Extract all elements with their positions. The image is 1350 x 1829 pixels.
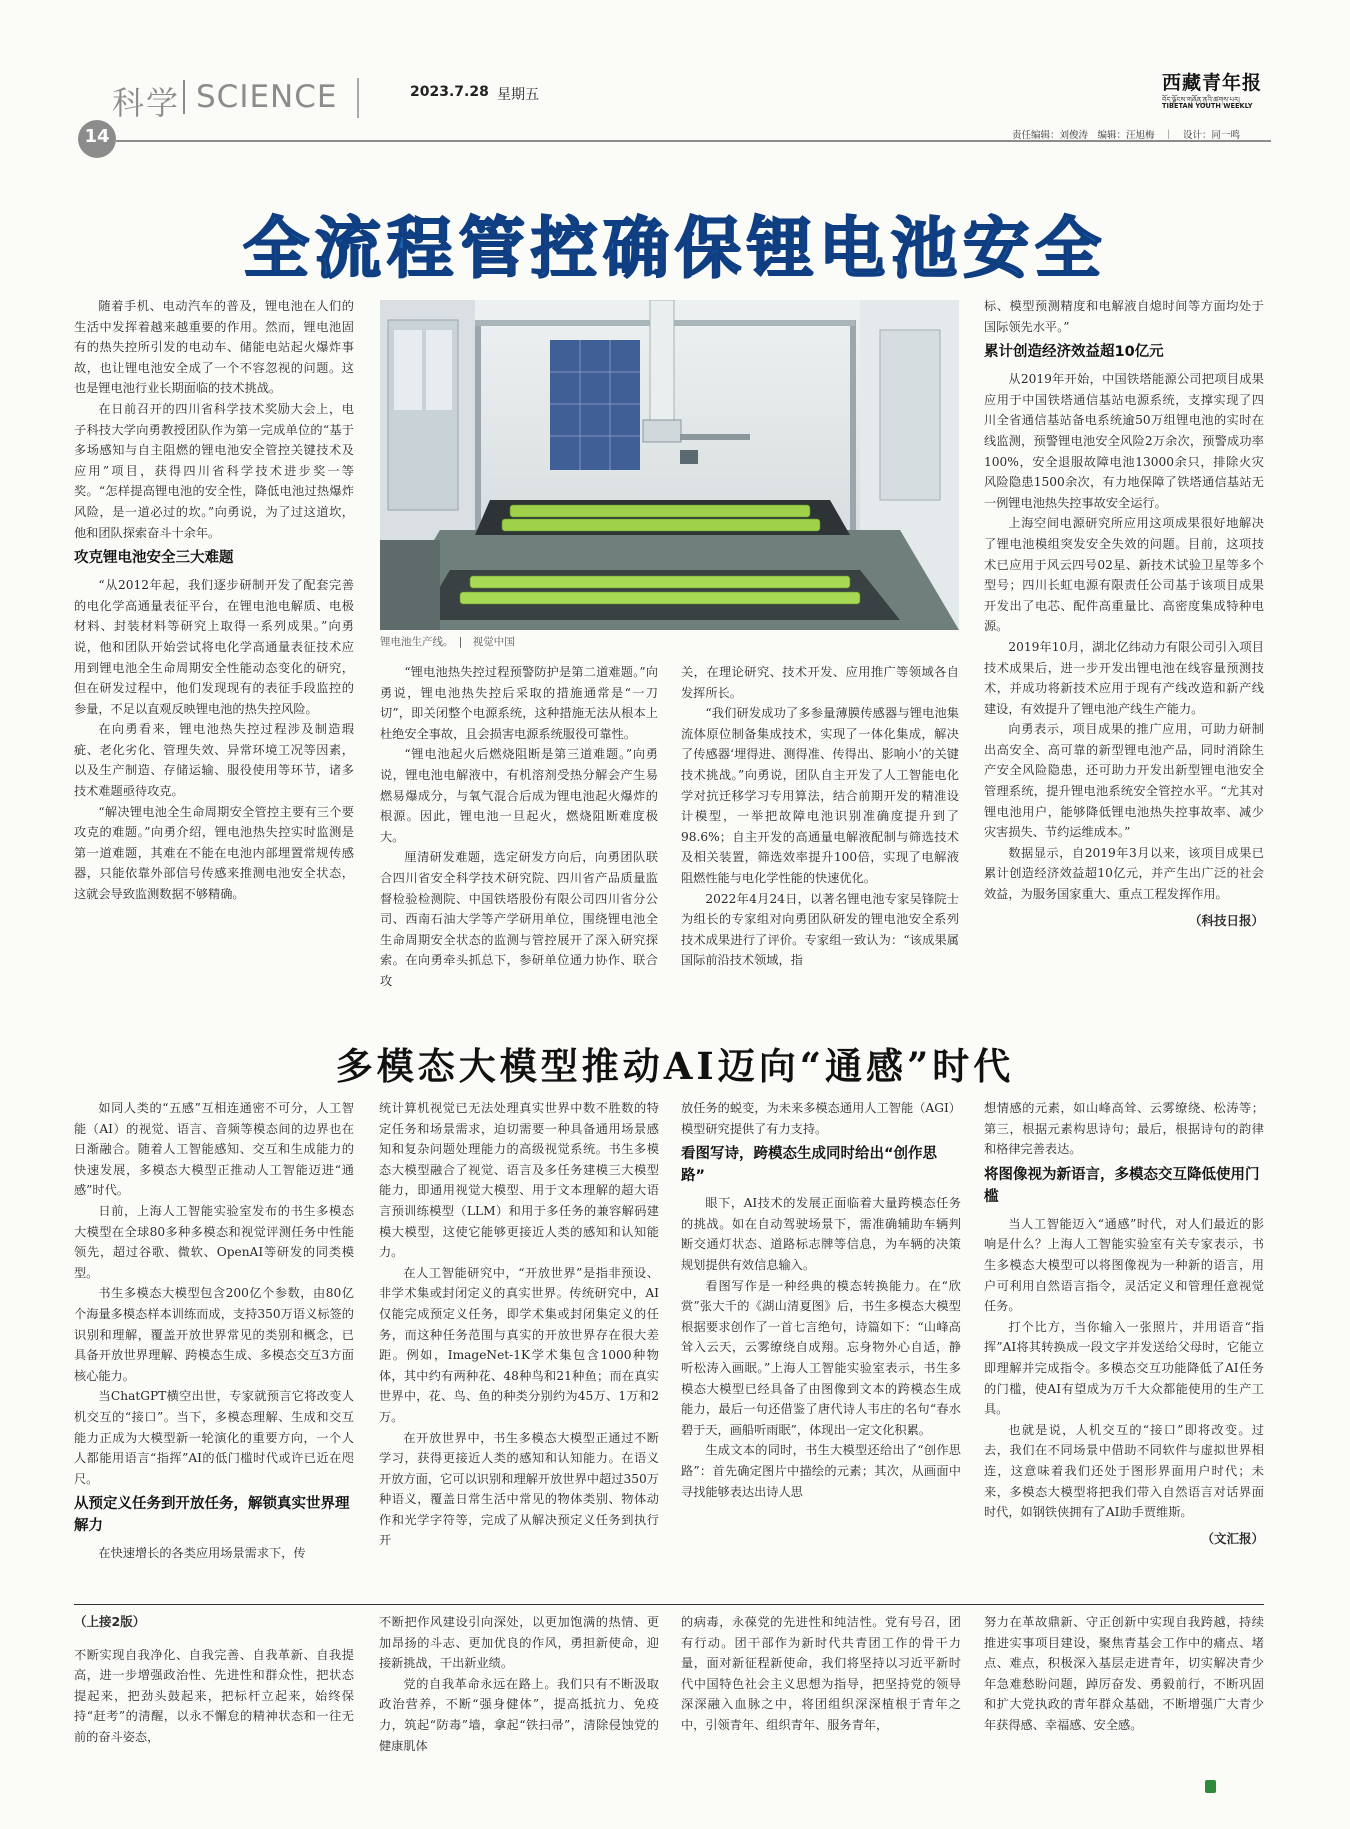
paragraph: 关，在理论研究、技术开发、应用推广等领域各自发挥所长。 <box>681 665 959 700</box>
paragraph: 党的自我革命永远在路上。我们只有不断汲取政治营养，不断“强身健体”，提高抵抗力、免疫力，筑起“防毒”墙，拿起“铁扫帚”，清除侵蚀党的健康肌体 <box>379 1676 659 1753</box>
article2-column-4 <box>984 1098 1264 1596</box>
paragraph: “解决锂电池全生命周期安全管控主要有三个要攻克的难题。”向勇介绍，锂电池热失控实时监测是第一道难题，其难在不能在电池内部埋置常规传感器，只能依靠外部信号传感来推测电池安全状态，这就会导致监测数据不够精确。 <box>74 804 354 902</box>
paragraph: 厘清研发难题，选定研发方向后，向勇团队联合四川省安全科学技术研究院、四川省产品质量监督检验检测院、中国铁塔股份有限公司四川省分公司、西南石油大学等产学研用单位，围绕锂电池全生命周期安全状态的监测与管控展开了深入研究探索。在向勇牵头抓总下，参研单位通力协作、联合攻 <box>380 850 658 988</box>
paragraph: 打个比方，当你输入一张照片，并用语音“指挥”AI将其转换成一段文字并发送给父母时，它能立即理解并完成指令。多模态交互功能降低了AI任务的门槛，使AI有望成为万千大众都能使用的生产工具。 <box>984 1319 1264 1417</box>
paragraph: 当ChatGPT横空出世，专家就预言它将改变人机交互的“接口”。当下，多模态理解、生成和交互能力正成为大模型新一轮演化的重要方向，一个人人都能用语言“指挥”AI的低门槛时代或许已近在咫尺。 <box>74 1389 354 1486</box>
page-header <box>0 0 1350 150</box>
paragraph: 在日前召开的四川省科学技术奖励大会上，电子科技大学向勇教授团队作为第一完成单位的“基于多场感知与自主阻燃的锂电池安全管控关键技术及应用”项目，获得四川省科学技术进步奖一等奖。“怎样提高锂电池的安全性，降低电池过热爆炸风险，是一道必过的坎。”向勇说，为了过这道坎，他和团队探索奋斗十余年。 <box>74 401 354 540</box>
section-rule <box>74 1604 1264 1605</box>
paragraph: 眼下，AI技术的发展正面临着大量跨模态任务的挑战。如在自动驾驶场景下，需准确辅助车辆判断交通灯状态、道路标志牌等信息，为车辆的决策规划提供有效信息输入。 <box>681 1196 961 1272</box>
article2-column-3 <box>681 1098 961 1590</box>
paragraph: “从2012年起，我们逐步研制开发了配套完善的电化学高通量表征平台，在锂电池电解质、电极材料、封装材料等研究上取得一系列成果。”向勇说，他和团队开始尝试将电化学高通量表征技术应用到锂电池全生命周期安全性能动态变化的研究，但在研发过程中，他们发现现有的表征手段监控的参量，不足以直观反映锂电池的热失控风险。 <box>74 578 354 716</box>
end-mark-icon <box>1205 1780 1216 1793</box>
paragraph: 书生多模态大模型包含200亿个参数，由80亿个海量多模态样本训练而成，支持350万语义标签的识别和理解，覆盖开放世界常见的类别和概念，已具备开放世界理解、跨模态生成、多模态交互3方面核心能力。 <box>74 1286 354 1383</box>
article3-column-2 <box>379 1612 659 1812</box>
article3-column-3 <box>681 1612 961 1812</box>
paragraph: 随着手机、电动汽车的普及，锂电池在人们的生活中发挥着越来越重要的作用。然而，锂电池固有的热失控所引发的电动车、储能电站起火爆炸事故，也让锂电池安全成了一个不容忽视的问题。这也是锂电池行业长期面临的技术挑战。 <box>74 299 354 396</box>
issue-weekday: 星期五 <box>497 87 539 103</box>
paragraph: “锂电池起火后燃烧阻断是第三道难题。”向勇说，锂电池电解液中，有机溶剂受热分解会产生易燃易爆成分，与氧气混合后成为锂电池起火爆炸的根源。因此，锂电池一旦起火，燃烧阻断难度极大。 <box>380 747 658 844</box>
issue-date: 2023.7.28 <box>410 84 489 100</box>
subheading: 将图像视为新语言，多模态交互降低使用门槛 <box>984 1166 1260 1205</box>
paragraph: 2019年10月，湖北亿纬动力有限公司引入项目技术成果后，进一步开发出锂电池在线容量预测技术，并成功将新技术应用于现有产线改造和新产线建设，有效提升了锂电池产线生产能力。 <box>984 639 1264 716</box>
paper-name-tibetan: བོད་ལྗོངས་གཞོན་ནུའི་ཚགས་པར། <box>1162 96 1240 104</box>
paragraph: 不断把作风建设引向深处，以更加饱满的热情、更加昂扬的斗志、更加优良的作风，勇担新使命，迎接新挑战，干出新业绩。 <box>379 1615 659 1671</box>
paragraph: 上海空间电源研究所应用这项成果很好地解决了锂电池模组突发安全失效的问题。目前，这项技术已应用于风云四号02星、新技术试验卫星等多个型号；四川长虹电源有限责任公司基于该项目成果开发出了电芯、配件高重量比、高密度集成特种电源。 <box>984 516 1264 634</box>
source-credit: （科技日报） <box>1188 912 1264 928</box>
production-line-illustration <box>380 300 959 630</box>
article1-column-3 <box>681 662 959 1024</box>
continued-from-label: （上接2版） <box>74 1614 146 1629</box>
paragraph: 2022年4月24日，以著名锂电池专家吴锋院士为组长的专家组对向勇团队研发的锂电池安全系列技术成果进行了评价。专家组一致认为：“该成果属国际前沿技术领域，指 <box>681 891 959 968</box>
section-name-cn: 科学 <box>112 84 181 122</box>
article3-column-4 <box>984 1612 1264 1812</box>
source-credit: （文汇报） <box>1201 1530 1264 1546</box>
section-divider-right <box>357 78 359 118</box>
article1-column-1 <box>74 296 354 1024</box>
article2-title: 多模态大模型推动AI迈向“通感”时代 <box>335 1044 1015 1088</box>
paragraph: “锂电池热失控过程预警防护是第二道难题。”向勇说，锂电池热失控后采取的措施通常是“一刀切”，即关闭整个电源系统，这种措施无法从根本上杜绝安全事故，且会损害电源系统服役可靠性。 <box>380 665 658 741</box>
article2-column-2 <box>379 1098 659 1590</box>
paragraph: 统计算机视觉已无法处理真实世界中数不胜数的特定任务和场景需求，迫切需要一种具备通用场景感知和复杂问题处理能力的高级视觉系统。书生多模态大模型融合了视觉、语言及多任务建模三大模型能力，即通用视觉大模型、用于文本理解的超大语言预训练模型（LLM）和用于多任务的兼容解码建模大模型，这使它能够更接近人类的感知和认知能力。 <box>379 1101 659 1260</box>
paragraph: 当人工智能迈入“通感”时代，对人们最近的影响是什么？上海人工智能实验室有关专家表示，书生多模态大模型可以将图像视为一种新的语言，用户可利用自然语言指令，灵活定义和管理任意视觉任务。 <box>984 1216 1264 1314</box>
paragraph: 努力在革故鼎新、守正创新中实现自我跨越，持续推进实事项目建设，聚焦青基会工作中的痛点、堵点、难点，积极深入基层走进青年，切实解决青少年急难愁盼问题，踔厉奋发、勇毅前行，不断巩固和扩大党执政的青年群众基础，不断增强广大青少年获得感、幸福感、安全感。 <box>984 1615 1264 1732</box>
paragraph: 想情感的元素，如山峰高耸、云雾缭绕、松涛等；第三，根据元素构思诗句；最后，根据诗句的韵律和格律完善表达。 <box>984 1101 1264 1157</box>
paragraph: 如同人类的“五感”互相连通密不可分，人工智能（AI）的视觉、语言、音频等模态间的边界也在日渐融合。随着人工智能感知、交互和生成能力的快速发展，多模态大模型正推动人工智能迈进“通感”时代。 <box>74 1101 354 1198</box>
paragraph: 生成文本的同时，书生大模型还给出了“创作思路”：首先确定图片中描绘的元素；其次，从画面中寻找能够表达出诗人思 <box>681 1443 961 1499</box>
subheading: 从预定义任务到开放任务，解锁真实世界理解力 <box>74 1496 350 1535</box>
paragraph: 在开放世界中，书生多模态大模型正通过不断学习，获得更接近人类的感知和认知能力。在语义开放方面，它可以识别和理解开放世界中超过350万种语义，覆盖日常生活中常见的物体类别、物体动作和光学字符等，完成了从解决预定义任务到执行开 <box>379 1430 659 1548</box>
paragraph: “我们研发成功了多参量薄膜传感器与锂电池集流体原位制备集成技术，实现了一体化集成，解决了传感器‘埋得进、测得准、传得出、影响小’的关键技术挑战。”向勇说，团队自主开发了人工智能电化学对抗迁移学习专用算法，结合前期开发的精准设计模型，一举把故障电池识别准确度提升到了98.6%；自主开发的高通量电解液配制与筛选技术及相关装置，筛选效率提升100倍，实现了电解液阻燃性能与电化学性能的快速优化。 <box>681 706 959 885</box>
paragraph: 从2019年开始，中国铁塔能源公司把项目成果应用于中国铁塔通信基站电源系统，支撑实现了四川全省通信基站备电系统逾50万组锂电池的实时在线监测，预警锂电池安全风险2万余次，预警成功率100%，安全退服故障电池13000余只，排除火灾风险隐患1500余次，有力地保障了铁塔通信基站无一例锂电池热失控事故安全运行。 <box>984 372 1264 510</box>
battery-production-line-photo <box>380 300 959 630</box>
paragraph: 在人工智能研究中，“开放世界”是指非预设、非学术集或封闭定义的真实世界。传统研究中，AI仅能完成预定义任务，即学术集或封闭集定义的任务，而这种任务范围与真实的开放世界存在很大差距。例如，ImageNet-1K学术集包含1000种物体，其中约有两种花、48种鸟和21种鱼；而在真实世界中，花、鸟、鱼的种类分别约为45万、1万和2万。 <box>379 1265 659 1424</box>
paragraph: 也就是说，人机交互的“接口”即将改变。过去，我们在不同场景中借助不同软件与虚拟世界相连，这意味着我们还处于图形界面用户时代；未来，多模态大模型将把我们带入自然语言对话界面时代，如钢铁侠拥有了AI助手贾维斯。 <box>984 1422 1264 1520</box>
article1-column-2 <box>380 662 658 1024</box>
article2-column-1 <box>74 1098 354 1590</box>
article3-column-1 <box>74 1612 354 1812</box>
subheading: 累计创造经济效益超10亿元 <box>984 344 1164 361</box>
paragraph: 日前，上海人工智能实验室发布的书生多模态大模型在全球80多种多模态和视觉评测任务中性能领先，超过谷歌、微软、OpenAI等研发的同类模型。 <box>74 1203 354 1280</box>
paragraph: 放任务的蜕变，为未来多模态通用人工智能（AGI）模型研究提供了有力支持。 <box>681 1101 961 1136</box>
paragraph: 标、模型预测精度和电解液自熄时间等方面均处于国际领先水平。” <box>984 299 1264 334</box>
paragraph: 看图写作是一种经典的模态转换能力。在“欣赏”张大千的《湖山清夏图》后，书生多模态大模型根据要求创作了一首七言绝句，诗篇如下：“山峰高耸入云天，云雾缭绕自成翔。忘身物外心自适，静听松涛入画眠。”上海人工智能实验室表示，书生多模态大模型已经具备了由图像到文本的跨模态生成能力，最后一句还借鉴了唐代诗人韦庄的名句“春水碧于天，画船听雨眠”，体现出一定文化积累。 <box>681 1278 961 1437</box>
paragraph: 数据显示，自2019年3月以来，该项目成果已累计创造经济效益超10亿元，并产生出广泛的社会效益，为服务国家重大、重点工程发挥作用。 <box>984 845 1264 902</box>
paragraph: 在快速增长的各类应用场景需求下，传 <box>98 1546 306 1561</box>
paragraph: 在向勇看来，锂电池热失控过程涉及制造瑕疵、老化劣化、管理失效、异常环境工况等因素，以及生产制造、存储运输、服役使用等环节，诸多技术难题亟待攻克。 <box>74 722 354 799</box>
subheading: 攻克锂电池安全三大难题 <box>74 550 234 567</box>
paper-name-cn: 西藏青年报 <box>1162 72 1263 94</box>
paragraph: 不断实现自我净化、自我完善、自我革新、自我提高，进一步增强政治性、先进性和群众性，把状态提起来，把劲头鼓起来，把标杆立起来，始终保持“赶考”的清醒，以永不懈怠的精神状态和一往无前的奋斗姿态， <box>74 1647 354 1744</box>
article1-title: 全流程管控确保锂电池安全 <box>243 210 1107 287</box>
paragraph: 向勇表示，项目成果的推广应用，可助力研制出高安全、高可靠的新型锂电池产品，同时消除生产安全风险隐患，还可助力开发出新型锂电池安全管理系统，提升锂电池系统安全管控水平。“尤其对锂电池用户，能够降低锂电池热失控事故率、减少灾害损失、节约运维成本。” <box>984 722 1264 840</box>
subheading: 看图写诗，跨模态生成同时给出“创作思路” <box>681 1146 938 1185</box>
article1-column-4 <box>984 296 1264 1031</box>
section-name-en: SCIENCE <box>196 79 338 115</box>
paper-name-en: TIBETAN YOUTH WEEKLY <box>1162 102 1253 110</box>
editors-credit: 责任编辑：刘俊涛 编辑：汪旭梅 ｜ 设计：同一鸣 <box>1012 130 1241 141</box>
page-number: 14 <box>84 126 110 147</box>
section-divider <box>183 80 185 114</box>
photo-caption: 锂电池生产线。 | 视觉中国 <box>380 636 515 648</box>
paragraph: 的病毒，永葆党的先进性和纯洁性。党有号召，团有行动。团干部作为新时代共青团工作的骨干力量，面对新征程新使命，我们将坚持以习近平新时代中国特色社会主义思想为指导，把坚持党的领导深深融入血脉之中，将团组织深深植根于青年之中，引领青年、组织青年、服务青年， <box>681 1615 961 1732</box>
